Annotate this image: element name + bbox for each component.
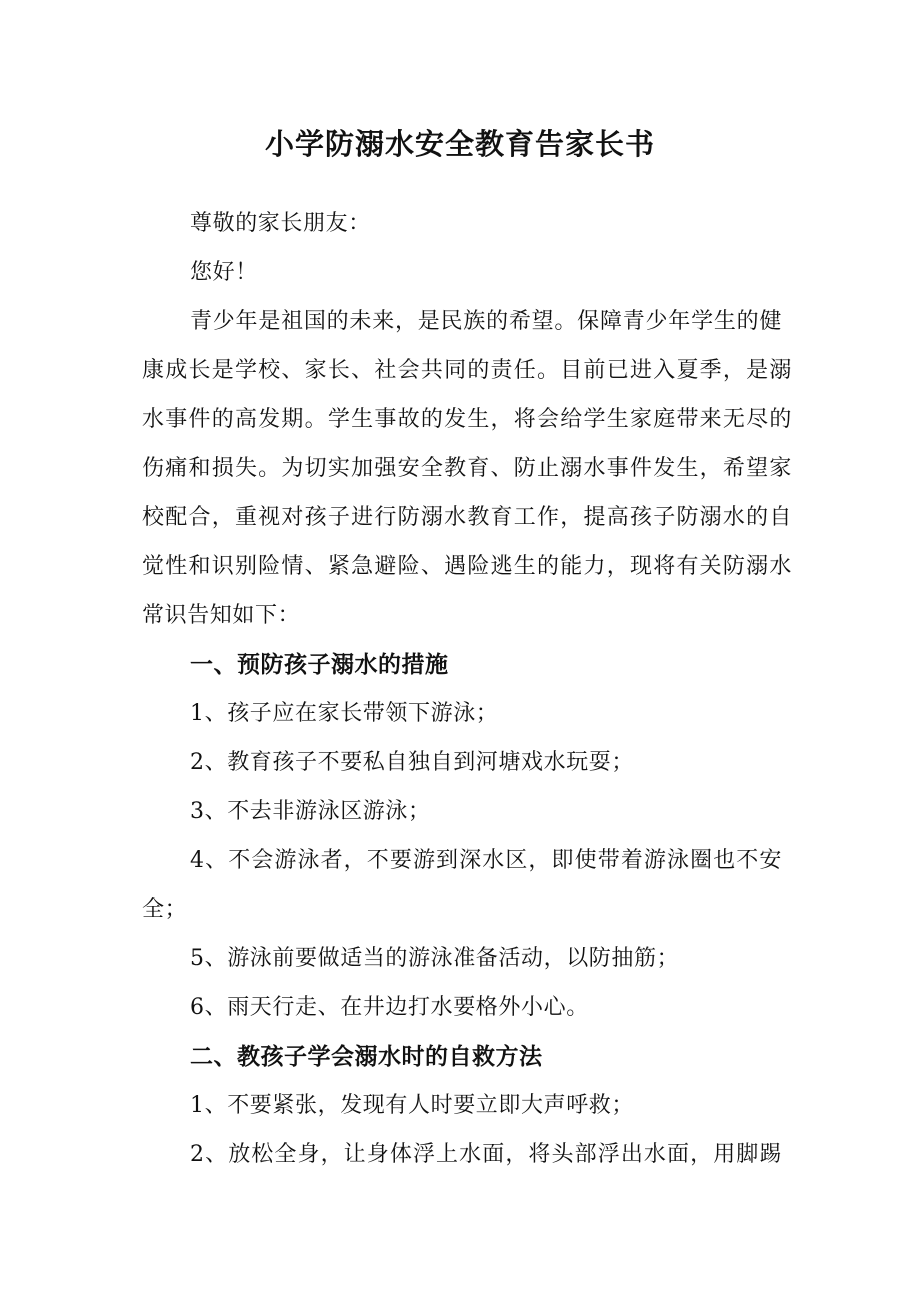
document-title: 小学防溺水安全教育告家长书 — [264, 127, 655, 161]
intro-line: 常识告知如下： — [142, 603, 301, 628]
list-item: 5、游泳前要做适当的游泳准备活动，以防抽筋； — [190, 946, 680, 971]
list-item: 2、教育孩子不要私自独自到河塘戏水玩耍； — [190, 750, 634, 775]
list-item: 4、不会游泳者，不要游到深水区，即使带着游泳圈也不安 — [190, 848, 782, 873]
list-item: 6、雨天行走、在井边打水要格外小心。 — [190, 995, 589, 1020]
list-item: 1、孩子应在家长带领下游泳； — [190, 701, 499, 726]
intro-line: 伤痛和损失。为切实加强安全教育、防止溺水事件发生，希望家 — [142, 456, 792, 481]
greeting: 您好！ — [190, 260, 258, 285]
section-heading-prevention: 一、预防孩子溺水的措施 — [190, 652, 449, 678]
intro-line: 校配合，重视对孩子进行防溺水教育工作，提高孩子防溺水的自 — [142, 505, 792, 530]
list-item: 1、不要紧张，发现有人时要立即大声呼救； — [190, 1093, 634, 1118]
intro-line: 觉性和识别险情、紧急避险、遇险逃生的能力，现将有关防溺水 — [142, 554, 792, 579]
intro-line: 水事件的高发期。学生事故的发生，将会给学生家庭带来无尽的 — [142, 407, 792, 432]
section-heading-self-rescue: 二、教孩子学会溺水时的自救方法 — [190, 1044, 543, 1070]
intro-line: 康成长是学校、家长、社会共同的责任。目前已进入夏季，是溺 — [142, 358, 792, 383]
list-item-continuation: 全； — [142, 897, 188, 922]
list-item: 2、放松全身，让身体浮上水面，将头部浮出水面，用脚踢 — [190, 1142, 782, 1167]
salutation: 尊敬的家长朋友： — [190, 211, 371, 236]
list-item: 3、不去非游泳区游泳； — [190, 799, 431, 824]
intro-line: 青少年是祖国的未来，是民族的希望。保障青少年学生的健 — [190, 309, 782, 334]
